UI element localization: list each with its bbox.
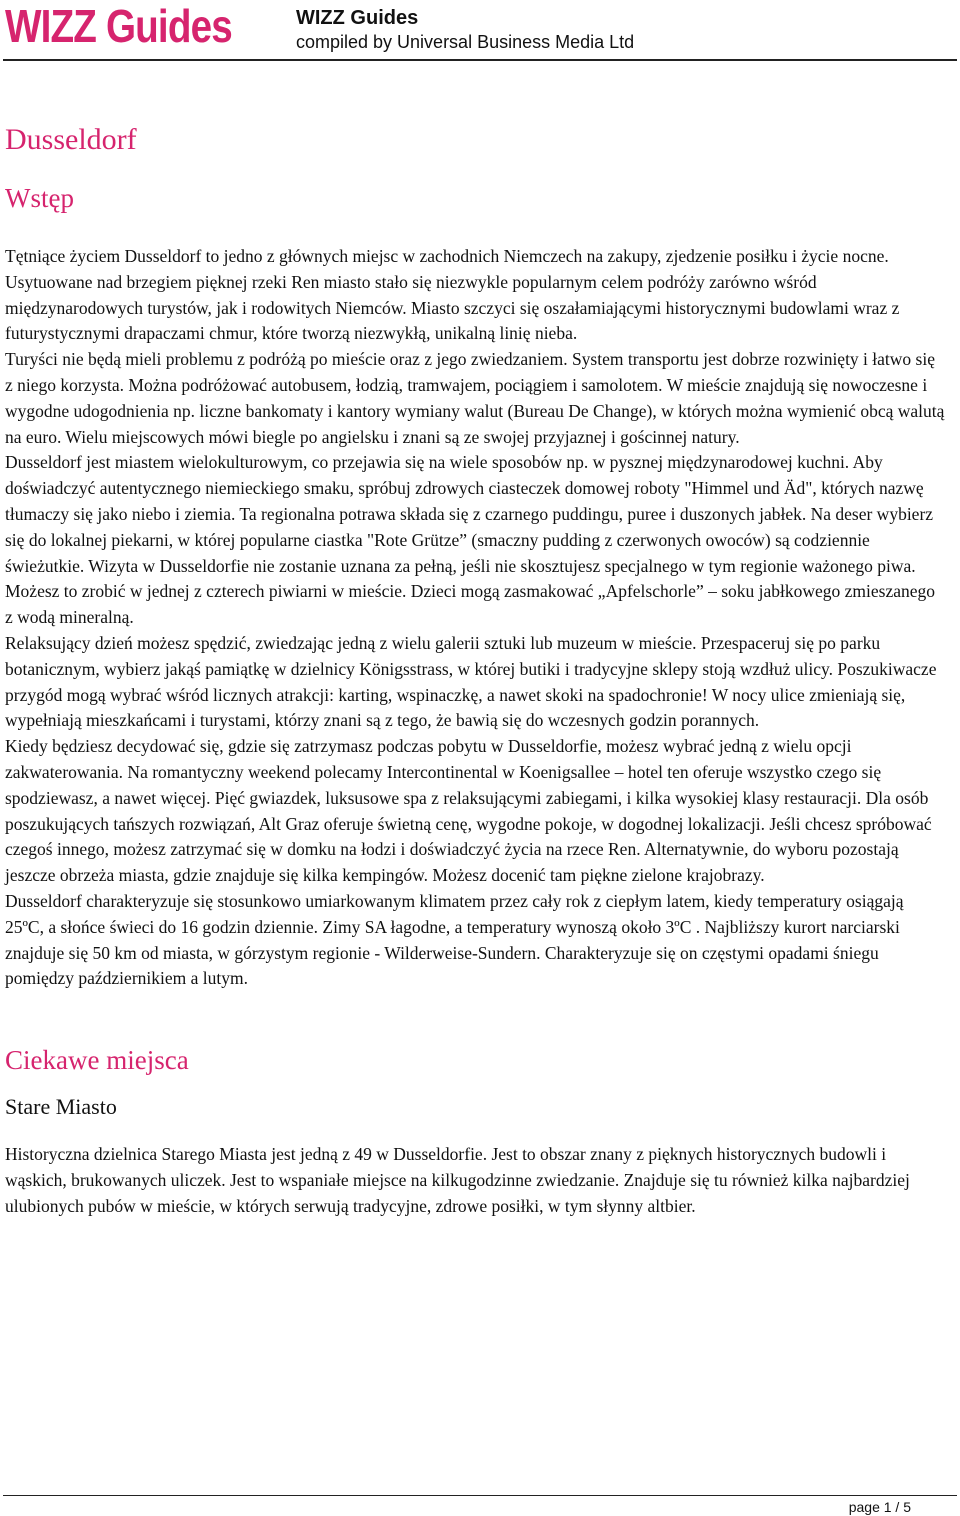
intro-paragraph: Dusseldorf jest miastem wielokulturowym, co przejawia się na wiele sposobów np. w pysznej międzynarodowej kuchni. Aby doświadczyć autentycznego niemieckiego smaku, spróbuj zdrowych ciasteczek domowej roboty "Himmel und Äd", których nazwę tłumaczy się jako niebo i ziemia. Ta regionalna potrawa składa się z czarnego puddingu, puree i duszonych jabłek. Na deser wybierz się do lokalnej piekarni, w której popularne ciastka "Rote Grütze” (smaczny pudding z czerwonych owoców) są codziennie świeżutkie. Wizyta w Dusseldorfie nie zostanie uznana za pełną, jeśli nie skosztujesz specjalnego w tym regionie ważonego piwa. Możesz to zrobić w jednej z czterech piwiarni w mieście. Dzieci mogą zasmakować „Apfelschorle” – soku jabłkowego zmieszanego z wodą mineralną. xyxy=(5,452,936,628)
brand-subtitle: compiled by Universal Business Media Ltd xyxy=(296,32,635,52)
article-content xyxy=(5,120,945,1220)
page-number: page 1 / 5 xyxy=(848,1499,911,1515)
place-title: Stare Miasto xyxy=(5,1094,117,1120)
places-heading: Ciekawe miejsca xyxy=(5,1045,189,1076)
place-paragraph: Historyczna dzielnica Starego Miasta jest jedną z 49 w Dusseldorfie. Jest to obszar znany z pięknych historycznych budowli i wąskich, brukowanych uliczek. Jest to wspaniałe miejsce na kilkugodzinne zwiedzanie. Znajduje się tu również kilka najbardziej ulubionych pubów w mieście, w których serwują tradycyjne, zdrowe posiłki, w tym słynny altbier. xyxy=(5,1144,910,1216)
intro-paragraph: Turyści nie będą mieli problemu z podróżą po mieście oraz z jego zwiedzaniem. System transportu jest dobrze rozwinięty i łatwo się z niego korzysta. Można podróżować autobusem, łodzią, tramwajem, pociągiem i samolotem. W mieście znajdują się nowoczesne i wygodne udogodnienia np. liczne bankomaty i kantory wymiany walut (Bureau De Change), w których można wymienić obcą walutą na euro. Wielu miejscowych mówi biegle po angielsku i znani są ze swojej przyjaznej i gościnnej natury. xyxy=(5,349,945,447)
intro-text xyxy=(5,244,945,992)
intro-heading: Wstęp xyxy=(5,183,74,213)
intro-paragraph: Dusseldorf charakteryzuje się stosunkowo umiarkowanym klimatem przez cały rok z ciepłym latem, kiedy temperatury osiągają 25ºC, a słońce świeci do 16 godzin dziennie. Zimy SA łagodne, a temperatury wynoszą około 3ºC . Najbliższy kurort narciarski znajduje się 50 km od miasta, w górzystym regionie - Wilderweise-Sundern. Charakteryzuje się on częstymi opadami śniegu pomiędzy październikiem a lutym. xyxy=(5,890,904,989)
intro-paragraph: Tętniące życiem Dusseldorf to jedno z głównych miejsc w zachodnich Niemczech na zakupy, zjedzenie posiłku i życie nocne. Usytuowane nad brzegiem pięknej rzeki Ren miasto stało się niezwykle popularnym celem podróży zarówno wśród międzynarodowych turystów, jak i rodowitych Niemców. Miasto szczyci się oszałamiającymi historycznymi budowlami wraz z futurystycznymi drapaczami chmur, które tworzą niezwykłą, unikalną linię nieba. xyxy=(5,246,900,344)
footer-divider xyxy=(3,1495,957,1496)
article-title: Dusseldorf xyxy=(5,123,137,156)
intro-paragraph: Kiedy będziesz decydować się, gdzie się zatrzymasz podczas pobytu w Dusseldorfie, możesz wybrać jedną z wielu opcji zakwaterowania. Na romantyczny weekend polecamy Intercontinental w Koenigsallee – hotel ten oferuje wszystko czego się spodziewasz, a nawet więcej. Pięć gwiazdek, luksusowe spa z relaksującymi zabiegami, i kilka wysokiej klasy restauracji. Dla osób poszukujących tańszych rozwiązań, Alt Graz oferuje świetną cenę, wygodne pokoje, w dogodnej lokalizacji. Jeśli chcesz spróbować czegoś innego, możesz zatrzymać się w domku na łodzi i doświadczyć życia na rzece Ren. Alternatywnie, do wyboru pozostają jeszcze obrzeża miasta, gdzie znajduje się kilka kempingów. Możesz docenić tam piękne zielone krajobrazy. xyxy=(5,736,932,886)
page-header xyxy=(0,0,960,62)
brand-title: WIZZ Guides xyxy=(296,7,419,29)
intro-paragraph: Relaksujący dzień możesz spędzić, zwiedzając jedną z wielu galerii sztuki lub muzeum w mieście. Przespaceruj się po parku botanicznym, wybierz jakąś pamiątkę w dzielnicy Königsstrass, w której butiki i tradycyjne sklepy stoją wzdłuż ulicy. Poszukiwacze przygód mogą wybrać wśród licznych atrakcji: karting, wspinaczkę, a nawet skoki na spadochronie! W nocy ulice zmieniają się, wypełniają mieszkańcami i turystami, którzy znani są z tego, że bawią się do wczesnych godzin porannych. xyxy=(5,632,937,731)
header-divider xyxy=(3,59,957,61)
wizz-guides-logo: WIZZ Guides xyxy=(5,0,232,52)
